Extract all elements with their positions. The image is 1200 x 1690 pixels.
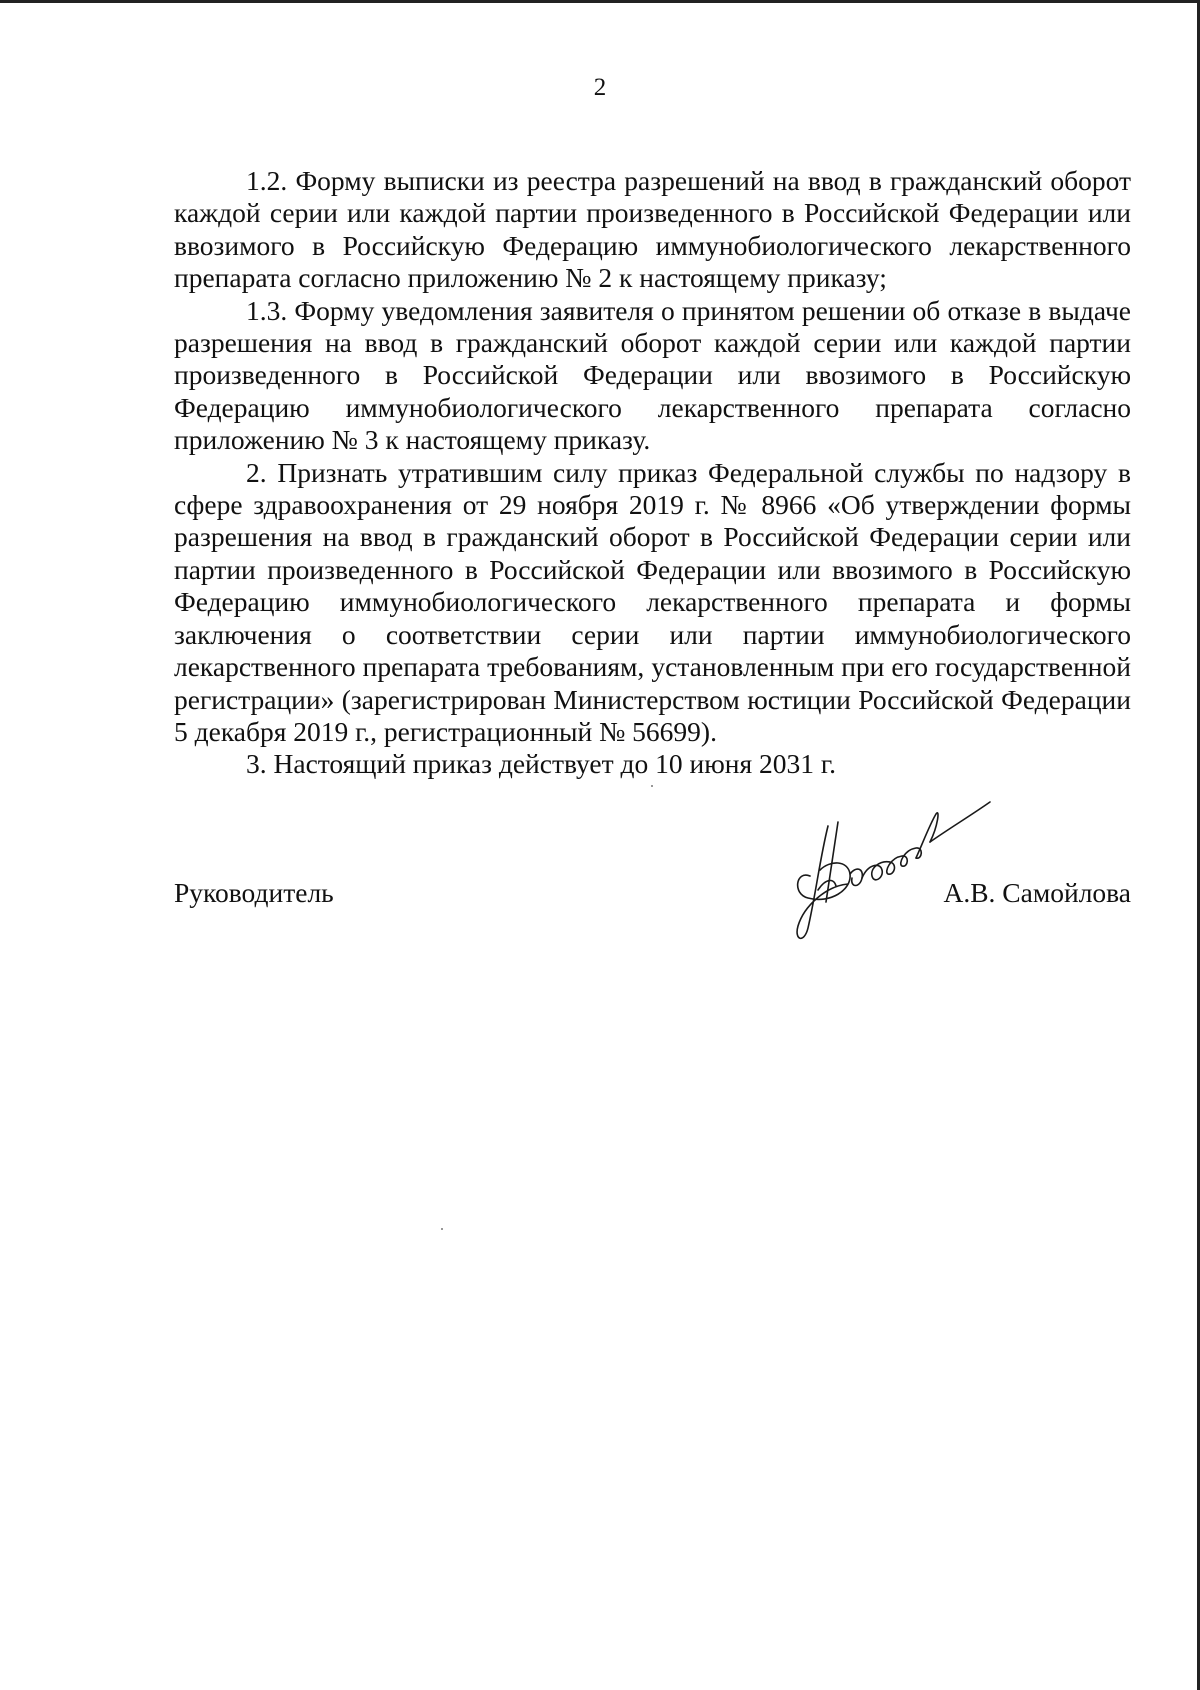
paragraph-2: 2. Признать утратившим силу приказ Федеральной службы по надзору в сфере здравоохранения от 29 ноября 2019 г. № 8966 «Об утверждении формы разрешения на ввод в гражданский оборот в Российской Федерации серии или партии произведенного в Российской Федерации или ввозимого в Российскую Федерацию иммунобиологического лекарственного препарата и формы заключения о соответствии серии или партии иммунобиологического лекарственного препарата требованиям, установленным при его государственной регистрации» (зарегистрирован Министерством юстиции Российской Федерации 5 декабря 2019 г., регистрационный № 56699). (174, 456, 1131, 747)
scan-speck (441, 1228, 443, 1230)
signatory-name: А.В. Самойлова (943, 877, 1131, 908)
handwritten-signature (790, 798, 1010, 948)
paragraph-1-3: 1.3. Форму уведомления заявителя о принятом решении об отказе в выдаче разрешения на ввод в гражданский оборот каждой серии или каждой партии произведенного в Российской Федерации или ввозимого в Российскую Федерацию иммунобиологического лекарственного препарата согласно приложению № 3 к настоящему приказу. (174, 294, 1131, 456)
scan-edge-top (0, 0, 1200, 3)
paragraph-1-2: 1.2. Форму выписки из реестра разрешений на ввод в гражданский оборот каждой серии или каждой партии произведенного в Российской Федерации или ввозимого в Российскую Федерацию иммунобиологического лекарственного препарата согласно приложению № 2 к настоящему приказу; (174, 165, 1131, 294)
document-body (174, 165, 1131, 781)
page-number: 2 (593, 74, 607, 101)
signatory-title: Руководитель (174, 877, 334, 908)
paragraph-3: 3. Настоящий приказ действует до 10 июня 2031 г. (246, 748, 836, 780)
scan-speck (651, 785, 653, 787)
signature-block (174, 876, 1131, 916)
